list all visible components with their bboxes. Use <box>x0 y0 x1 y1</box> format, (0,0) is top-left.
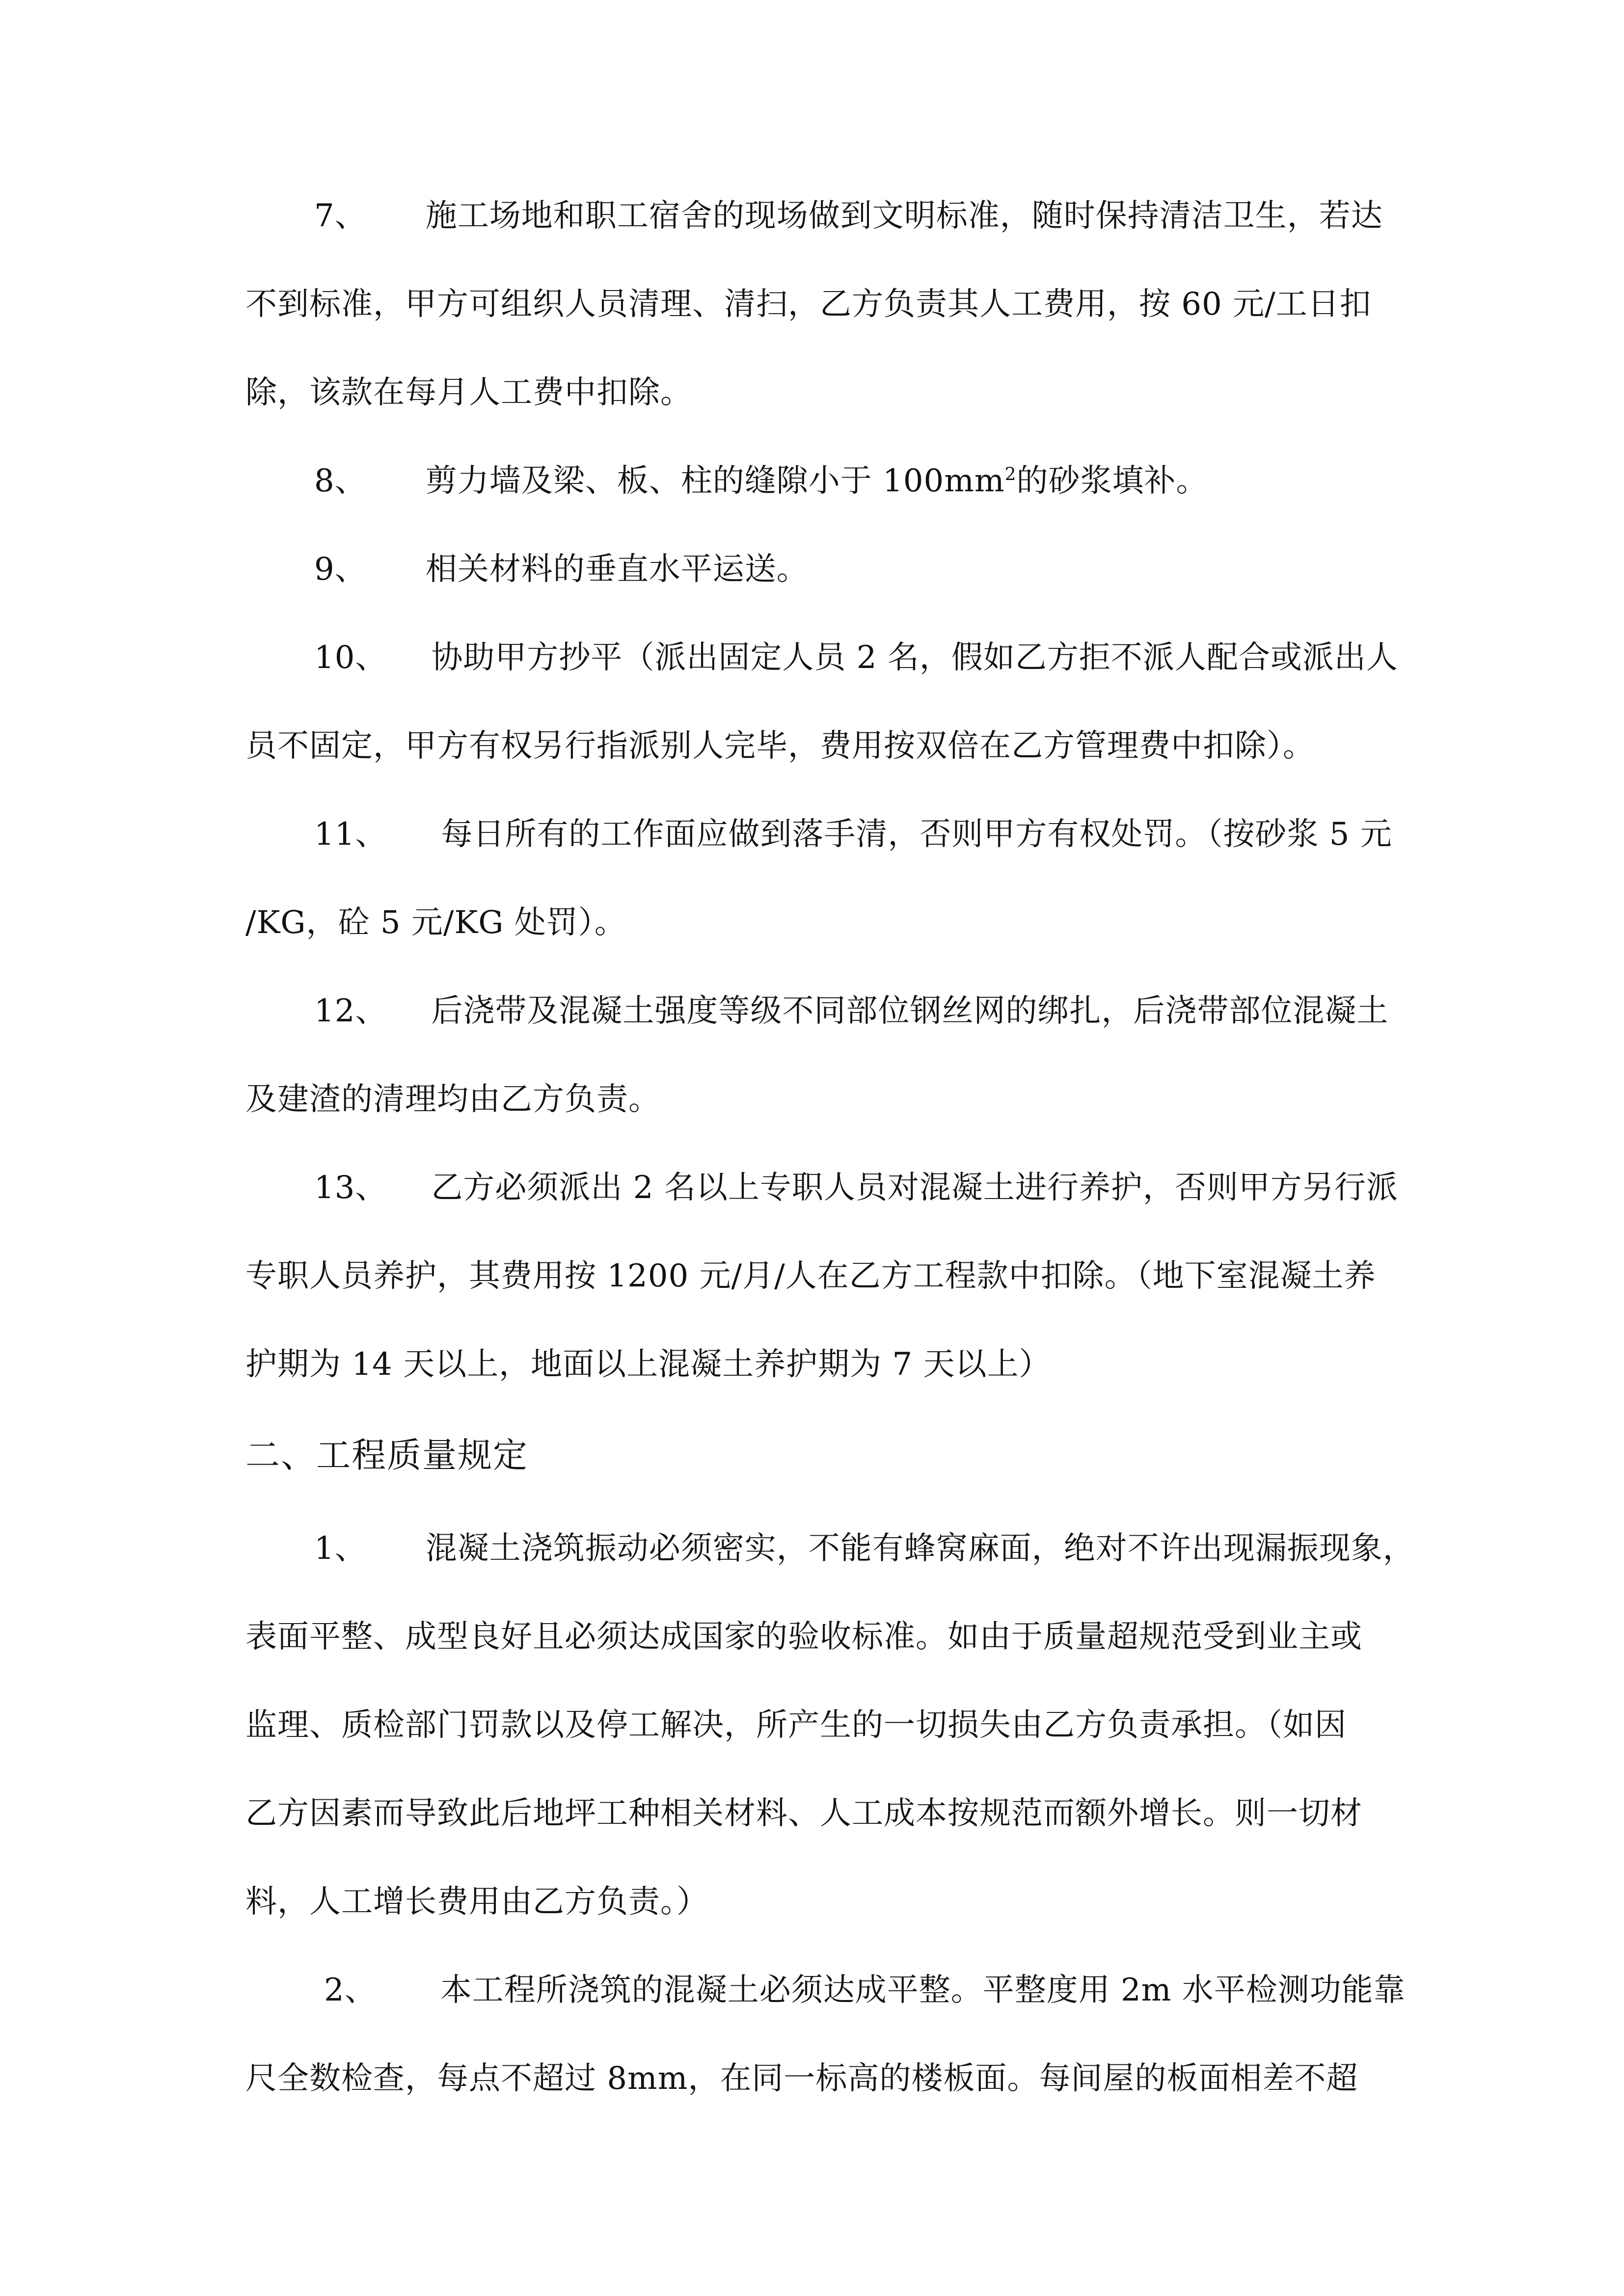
item-text: 施工场地和职工宿舍的现场做到文明标准，随时保持清洁卫生，若达 <box>425 198 1383 234</box>
item-text: 每日所有的工作面应做到落手清，否则甲方有权处罚。（按砂浆 5 元 <box>441 816 1392 853</box>
item-7-line-1 <box>314 194 1383 238</box>
section-item-1-line-2: 表面平整、成型良好且必须达成国家的验收标准。如由于质量超规范受到业主或 <box>245 1619 1362 1655</box>
item-11-line-1 <box>314 812 1392 856</box>
item-number: 1、 <box>314 1530 367 1567</box>
item-10-line-2: 员不固定，甲方有权另行指派别人完毕，费用按双倍在乙方管理费中扣除）。 <box>245 728 1315 764</box>
section-item-2-line-2: 尺全数检查，每点不超过 8mm，在同一标高的楼板面。每间屋的板面相差不超 <box>245 2060 1358 2097</box>
item-text: 相关材料的垂直水平运送。 <box>425 551 809 587</box>
item-text: 后浇带及混凝土强度等级不同部位钢丝网的绑扎，后浇带部位混凝土 <box>431 993 1389 1029</box>
section-item-1-line-3: 监理、质检部门罚款以及停工解决，所产生的一切损失由乙方负责承担。（如因 <box>245 1707 1347 1743</box>
item-text: 乙方必须派出 2 名以上专职人员对混凝土进行养护，否则甲方另行派 <box>431 1170 1398 1206</box>
item-text: 本工程所浇筑的混凝土必须达成平整。平整度用 2m 水平检测功能靠 <box>440 1972 1406 2008</box>
item-8-line-1 <box>314 459 1208 503</box>
item-number: 8、 <box>314 463 367 499</box>
item-11-line-2: /KG，砼 5 元/KG 处罚）。 <box>245 905 626 941</box>
item-7-line-3: 除，该款在每月人工费中扣除。 <box>245 374 692 411</box>
item-13-line-1 <box>314 1166 1398 1210</box>
item-12-line-2: 及建渣的清理均由乙方负责。 <box>245 1081 660 1118</box>
item-number: 2、 <box>324 1972 377 2008</box>
section-item-1-line-4: 乙方因素而导致此后地坪工种相关材料、人工成本按规范而额外增长。则一切材 <box>245 1795 1362 1832</box>
item-number: 9、 <box>314 551 367 587</box>
section-item-2-line-1 <box>324 1968 1406 2012</box>
item-number: 11、 <box>314 816 387 853</box>
item-text: 混凝土浇筑振动必须密实，不能有蜂窝麻面，绝对不许出现漏振现象， <box>425 1530 1415 1567</box>
item-number: 12、 <box>314 993 387 1029</box>
item-number: 7、 <box>314 198 367 234</box>
item-text: 的砂浆填补。 <box>1016 463 1208 499</box>
item-number: 10、 <box>314 640 387 676</box>
item-number: 13、 <box>314 1170 387 1206</box>
item-text: 协助甲方抄平（派出固定人员 2 名，假如乙方拒不派人配合或派出人 <box>431 640 1398 676</box>
item-text: 剪力墙及梁、板、柱的缝隙小于 100mm <box>425 463 1005 499</box>
item-10-line-1 <box>314 636 1398 680</box>
section-item-1-line-5: 料，人工增长费用由乙方负责。） <box>245 1884 708 1920</box>
item-13-line-2: 专职人员养护，其费用按 1200 元/月/人在乙方工程款中扣除。（地下室混凝土养 <box>245 1258 1376 1294</box>
section-heading: 二、工程质量规定 <box>245 1435 528 1475</box>
item-9-line-1 <box>314 547 809 591</box>
item-13-line-3: 护期为 14 天以上，地面以上混凝土养护期为 7 天以上） <box>245 1346 1051 1383</box>
section-item-1-line-1 <box>314 1526 1415 1571</box>
superscript: 2 <box>1004 464 1017 485</box>
item-12-line-1 <box>314 989 1388 1033</box>
item-7-line-2: 不到标准，甲方可组织人员清理、清扫，乙方负责其人工费用，按 60 元/工日扣 <box>245 286 1372 322</box>
